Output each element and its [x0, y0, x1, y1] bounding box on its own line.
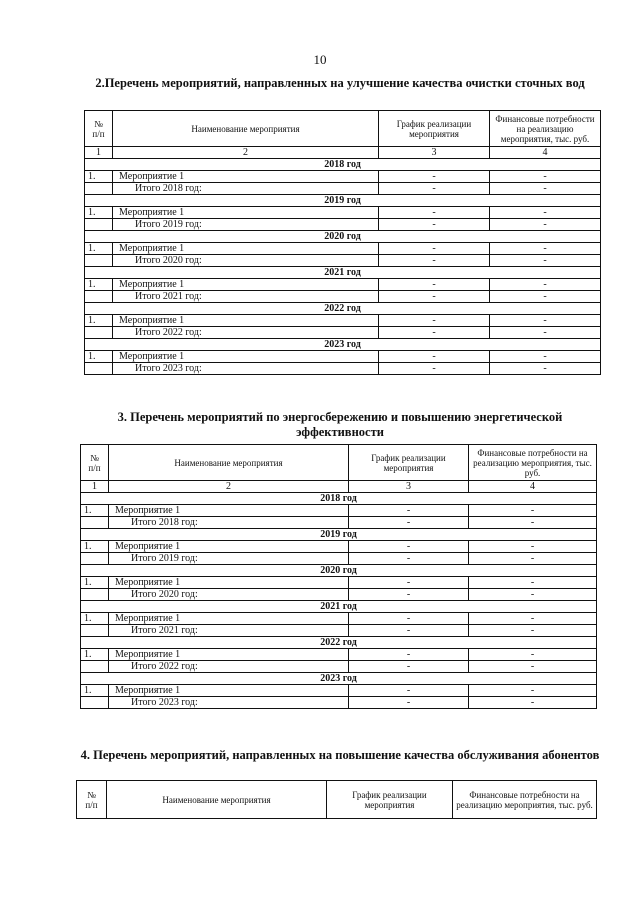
finance-value: -: [490, 315, 601, 327]
event-name: Мероприятие 1: [109, 541, 349, 553]
finance-value: -: [469, 541, 597, 553]
header-name: Наименование мероприятия: [109, 445, 349, 481]
col-number: 4: [490, 147, 601, 159]
row-number-empty: [81, 553, 109, 565]
table-row: [85, 207, 601, 219]
finance-total: -: [469, 697, 597, 709]
schedule-total: -: [349, 589, 469, 601]
section-4-table: [76, 780, 597, 819]
row-number: 1.: [81, 541, 109, 553]
row-number: 1.: [85, 315, 113, 327]
table-row: [85, 171, 601, 183]
table-row: [85, 351, 601, 363]
schedule-value: -: [349, 541, 469, 553]
total-row: [81, 661, 597, 673]
schedule-value: -: [349, 649, 469, 661]
schedule-total: -: [379, 183, 490, 195]
total-label: Итого 2023 год:: [109, 697, 349, 709]
year-row: 2021 год: [85, 267, 601, 279]
schedule-total: -: [349, 517, 469, 529]
year-row: 2020 год: [85, 231, 601, 243]
finance-value: -: [469, 613, 597, 625]
finance-total: -: [469, 589, 597, 601]
schedule-total: -: [379, 219, 490, 231]
finance-value: -: [490, 279, 601, 291]
row-number: 1.: [85, 207, 113, 219]
section-2-table: [84, 110, 601, 375]
section-3-title: 3. Перечень мероприятий по энергосбережению и повышению энергетической эффективности: [117, 410, 563, 439]
row-number: 1.: [81, 577, 109, 589]
schedule-total: -: [379, 291, 490, 303]
col-number: 1: [85, 147, 113, 159]
schedule-value: -: [349, 613, 469, 625]
total-row: [85, 255, 601, 267]
row-number-empty: [85, 219, 113, 231]
header-finance: Финансовые потребности на реализацию мероприятия, тыс. руб.: [469, 445, 597, 481]
year-row: 2019 год: [85, 195, 601, 207]
row-number-empty: [81, 661, 109, 673]
schedule-value: -: [379, 171, 490, 183]
event-name: Мероприятие 1: [109, 613, 349, 625]
schedule-total: -: [379, 363, 490, 375]
total-label: Итого 2020 год:: [113, 255, 379, 267]
year-row: 2022 год: [81, 637, 597, 649]
page-number: 10: [313, 52, 327, 67]
row-number: 1.: [85, 243, 113, 255]
col-number: 1: [81, 481, 109, 493]
event-name: Мероприятие 1: [113, 351, 379, 363]
year-row: 2018 год: [81, 493, 597, 505]
table-row: [81, 613, 597, 625]
total-row: [81, 589, 597, 601]
row-number-empty: [81, 517, 109, 529]
total-row: [85, 363, 601, 375]
schedule-value: -: [349, 505, 469, 517]
finance-total: -: [490, 219, 601, 231]
header-name: Наименование мероприятия: [107, 781, 327, 819]
total-row: [81, 517, 597, 529]
finance-total: -: [469, 625, 597, 637]
total-label: Итого 2020 год:: [109, 589, 349, 601]
schedule-value: -: [379, 279, 490, 291]
table-row: [81, 649, 597, 661]
section-2-title: 2.Перечень мероприятий, направленных на улучшение качества очистки сточных вод: [95, 76, 585, 90]
header-num: № п/п: [81, 445, 109, 481]
table-row: [85, 243, 601, 255]
event-name: Мероприятие 1: [109, 649, 349, 661]
total-label: Итого 2018 год:: [109, 517, 349, 529]
finance-total: -: [490, 363, 601, 375]
finance-total: -: [469, 517, 597, 529]
event-name: Мероприятие 1: [113, 207, 379, 219]
finance-value: -: [490, 171, 601, 183]
total-label: Итого 2019 год:: [113, 219, 379, 231]
finance-total: -: [469, 553, 597, 565]
row-number: 1.: [81, 649, 109, 661]
finance-value: -: [490, 207, 601, 219]
table-row: [81, 685, 597, 697]
schedule-value: -: [379, 351, 490, 363]
year-row: 2020 год: [81, 565, 597, 577]
finance-value: -: [469, 649, 597, 661]
row-number: 1.: [81, 613, 109, 625]
row-number-empty: [81, 589, 109, 601]
table-row: [81, 541, 597, 553]
finance-total: -: [469, 661, 597, 673]
total-row: [85, 219, 601, 231]
finance-value: -: [469, 505, 597, 517]
header-num: № п/п: [77, 781, 107, 819]
header-finance: Финансовые потребности на реализацию мероприятия, тыс. руб.: [453, 781, 597, 819]
schedule-value: -: [379, 243, 490, 255]
total-row: [85, 183, 601, 195]
col-number: 3: [349, 481, 469, 493]
col-number: 3: [379, 147, 490, 159]
header-finance: Финансовые потребности на реализацию мероприятия, тыс. руб.: [490, 111, 601, 147]
total-row: [81, 625, 597, 637]
schedule-value: -: [379, 315, 490, 327]
section-4-title: 4. Перечень мероприятий, направленных на повышение качества обслуживания абонентов: [80, 748, 600, 762]
header-schedule: График реализации мероприятия: [327, 781, 453, 819]
row-number: 1.: [85, 351, 113, 363]
finance-value: -: [469, 685, 597, 697]
header-schedule: График реализации мероприятия: [349, 445, 469, 481]
total-label: Итого 2021 год:: [109, 625, 349, 637]
schedule-value: -: [349, 685, 469, 697]
year-row: 2018 год: [85, 159, 601, 171]
table-row: [81, 577, 597, 589]
table-row: [81, 505, 597, 517]
schedule-total: -: [379, 255, 490, 267]
total-row: [81, 697, 597, 709]
event-name: Мероприятие 1: [113, 171, 379, 183]
total-label: Итого 2021 год:: [113, 291, 379, 303]
year-row: 2021 год: [81, 601, 597, 613]
row-number: 1.: [85, 171, 113, 183]
schedule-total: -: [379, 327, 490, 339]
total-label: Итого 2022 год:: [109, 661, 349, 673]
row-number-empty: [85, 363, 113, 375]
finance-value: -: [490, 351, 601, 363]
col-number: 2: [113, 147, 379, 159]
schedule-total: -: [349, 697, 469, 709]
event-name: Мероприятие 1: [109, 505, 349, 517]
finance-value: -: [469, 577, 597, 589]
finance-total: -: [490, 291, 601, 303]
finance-value: -: [490, 243, 601, 255]
row-number-empty: [85, 327, 113, 339]
total-label: Итого 2022 год:: [113, 327, 379, 339]
event-name: Мероприятие 1: [113, 243, 379, 255]
total-row: [85, 327, 601, 339]
event-name: Мероприятие 1: [109, 685, 349, 697]
total-row: [85, 291, 601, 303]
header-schedule: График реализации мероприятия: [379, 111, 490, 147]
row-number-empty: [85, 255, 113, 267]
row-number-empty: [85, 183, 113, 195]
total-row: [81, 553, 597, 565]
table-row: [85, 315, 601, 327]
schedule-total: -: [349, 661, 469, 673]
col-number: 2: [109, 481, 349, 493]
row-number-empty: [81, 625, 109, 637]
finance-total: -: [490, 327, 601, 339]
year-row: 2023 год: [81, 673, 597, 685]
header-num: № п/п: [85, 111, 113, 147]
total-label: Итого 2023 год:: [113, 363, 379, 375]
schedule-total: -: [349, 625, 469, 637]
schedule-value: -: [379, 207, 490, 219]
row-number: 1.: [81, 505, 109, 517]
year-row: 2023 год: [85, 339, 601, 351]
row-number-empty: [81, 697, 109, 709]
event-name: Мероприятие 1: [113, 315, 379, 327]
row-number: 1.: [85, 279, 113, 291]
year-row: 2022 год: [85, 303, 601, 315]
year-row: 2019 год: [81, 529, 597, 541]
section-3-table: [80, 444, 597, 709]
event-name: Мероприятие 1: [113, 279, 379, 291]
total-label: Итого 2019 год:: [109, 553, 349, 565]
schedule-value: -: [349, 577, 469, 589]
event-name: Мероприятие 1: [109, 577, 349, 589]
finance-total: -: [490, 255, 601, 267]
col-number: 4: [469, 481, 597, 493]
header-name: Наименование мероприятия: [113, 111, 379, 147]
finance-total: -: [490, 183, 601, 195]
row-number: 1.: [81, 685, 109, 697]
schedule-total: -: [349, 553, 469, 565]
total-label: Итого 2018 год:: [113, 183, 379, 195]
row-number-empty: [85, 291, 113, 303]
table-row: [85, 279, 601, 291]
